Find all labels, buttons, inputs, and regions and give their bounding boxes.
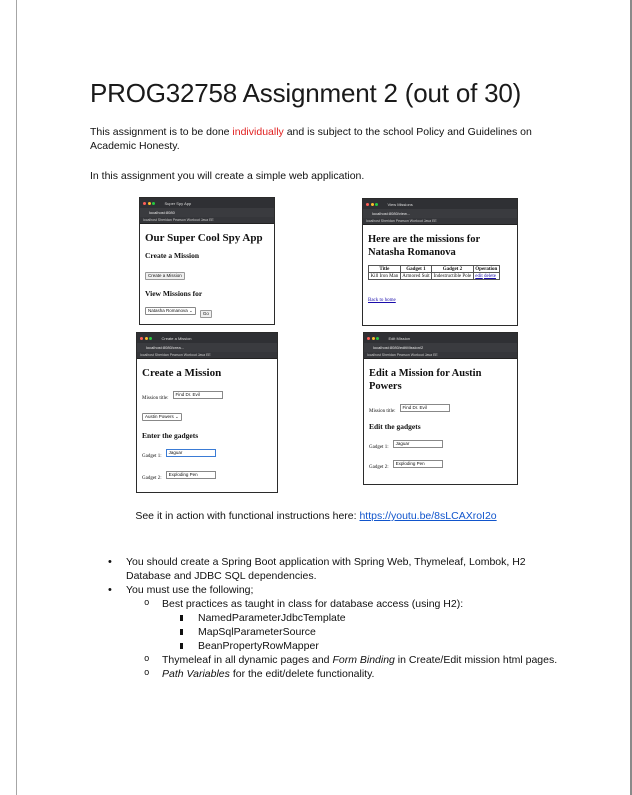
gadget1-label: Gadget 1: xyxy=(369,445,389,450)
bookmarks-text: localhost Sheridan Pearson Workout Java EE xyxy=(367,353,438,357)
browser-tab-label: Edit Mission xyxy=(388,335,411,341)
view-missions-screenshot xyxy=(362,198,518,326)
list-item-text: You must use the following; xyxy=(126,584,254,596)
page-left-edge xyxy=(16,0,17,795)
create-mission-page xyxy=(137,359,277,493)
close-dot-icon xyxy=(140,337,143,340)
cell-gadget2: Indestructible Pole xyxy=(433,273,472,279)
browser-tab-bar xyxy=(140,198,274,208)
simple-app-paragraph: In this assignment you will create a simple web application. xyxy=(90,170,365,182)
gadget2-label: Gadget 2: xyxy=(369,465,389,470)
minimize-dot-icon xyxy=(372,337,375,340)
list-item xyxy=(126,653,568,667)
maximize-dot-icon xyxy=(149,337,152,340)
table-row xyxy=(369,273,500,280)
close-dot-icon xyxy=(366,203,369,206)
view-missions-heading: Here are the missions for Natasha Romanova xyxy=(368,234,480,258)
agent-select-value: Austin Powers xyxy=(145,414,174,420)
edit-mission-heading: Edit a Mission for Austin Powers xyxy=(369,368,482,392)
column-gadget2: Gadget 2 xyxy=(432,266,474,273)
chevron-down-icon: ⌄ xyxy=(175,414,179,420)
cell-gadget1: Armored Suit xyxy=(402,273,430,279)
go-button[interactable]: Go xyxy=(200,310,212,318)
edit-gadgets-heading: Edit the gadgets xyxy=(369,422,421,431)
spy-app-page xyxy=(140,224,274,324)
minimize-dot-icon xyxy=(371,203,374,206)
agent-select-value: Natasha Romanova xyxy=(148,308,188,314)
bookmarks-bar xyxy=(364,352,517,359)
list-item: BeanPropertyRowMapper xyxy=(162,639,568,653)
maximize-dot-icon xyxy=(152,202,155,205)
url-text: localhost:8080/editMission/2 xyxy=(373,345,424,350)
create-mission-button[interactable]: Create a Mission xyxy=(145,272,185,280)
browser-tab-bar xyxy=(137,333,277,343)
browser-url-bar xyxy=(140,208,274,217)
browser-tab-bar xyxy=(364,333,517,343)
gadget2-label: Gadget 2: xyxy=(142,476,162,481)
browser-url-bar xyxy=(364,343,517,352)
gadget2-input[interactable]: Exploding Pen xyxy=(393,460,443,468)
enter-gadgets-heading: Enter the gadgets xyxy=(142,431,199,440)
gadget2-input[interactable]: Exploding Pen xyxy=(166,471,216,479)
maximize-dot-icon xyxy=(375,203,378,206)
bookmarks-text: localhost Sheridan Pearson Workout Java EE xyxy=(366,219,437,223)
edit-mission-screenshot xyxy=(363,332,518,485)
youtube-link[interactable]: https://youtu.be/8sLCAXroI2o xyxy=(359,510,497,522)
column-title: Title xyxy=(369,266,401,273)
mission-title-input[interactable]: Find Dr. Evil xyxy=(400,404,450,412)
view-missions-heading: View Missions for xyxy=(145,289,203,298)
list-item: MapSqlParameterSource xyxy=(162,625,568,639)
text-part: Thymeleaf in all dynamic pages and xyxy=(162,654,333,666)
browser-tab-label: Create a Mission xyxy=(161,335,192,341)
bookmarks-bar xyxy=(363,218,517,225)
emphasis-text: Form Binding xyxy=(332,654,395,666)
url-text: localhost:8080 xyxy=(149,210,175,215)
browser-url-bar xyxy=(363,209,517,218)
list-item xyxy=(126,667,568,681)
mission-title-input[interactable]: Find Dr. Evil xyxy=(173,391,223,399)
chevron-down-icon: ⌄ xyxy=(189,308,193,314)
delete-link[interactable]: delete xyxy=(484,273,496,279)
intro-text-before: This assignment is to be done xyxy=(90,126,233,138)
intro-paragraph xyxy=(90,125,560,153)
gadget1-label: Gadget 1: xyxy=(142,454,162,459)
intro-text-after: and is subject to the school Policy and Guidelines on Academic Honesty. xyxy=(90,126,532,152)
bookmarks-text: localhost Sheridan Pearson Workout Java EE xyxy=(143,218,214,222)
browser-tab-bar xyxy=(363,199,517,209)
cell-title: Kill Iron Man xyxy=(370,273,399,279)
browser-tab-label: Super Spy App xyxy=(164,200,192,206)
create-mission-heading: Create a Mission xyxy=(145,251,200,260)
view-missions-page xyxy=(363,225,517,310)
gadget1-input[interactable]: Jaguar xyxy=(393,440,443,448)
list-item-text: Best practices as taught in class for database access (using H2): xyxy=(162,598,464,610)
table-header-row xyxy=(369,266,500,273)
text-part: in Create/Edit mission html pages. xyxy=(394,654,558,666)
bookmarks-bar xyxy=(140,217,274,224)
close-dot-icon xyxy=(367,337,370,340)
sub-sub-list xyxy=(162,611,568,653)
update-mission-button[interactable] xyxy=(369,485,407,486)
mission-title-label: Mission title: xyxy=(369,409,396,414)
browser-tab-label: View Missions xyxy=(387,201,413,207)
minimize-dot-icon xyxy=(145,337,148,340)
bookmarks-bar xyxy=(137,352,277,359)
agent-select[interactable] xyxy=(145,307,196,315)
missions-table xyxy=(368,265,500,280)
list-item xyxy=(108,583,568,681)
maximize-dot-icon xyxy=(376,337,379,340)
list-item: • You should create a Spring Boot application with Spring Web, Thymeleaf, Lombok, H2 Database and JDBC SQL dependencies. xyxy=(108,555,568,583)
back-to-home-link[interactable]: Back to home xyxy=(368,298,396,303)
sub-list xyxy=(126,597,568,681)
edit-mission-page xyxy=(364,359,517,485)
requirements-list xyxy=(108,555,568,681)
mission-title-label: Mission title: xyxy=(142,396,169,401)
gadget1-input[interactable]: Jaguar xyxy=(166,449,216,457)
see-it-text: See it in action with functional instructions here: xyxy=(135,510,360,522)
column-gadget1: Gadget 1 xyxy=(400,266,431,273)
agent-select[interactable] xyxy=(142,413,182,421)
minimize-dot-icon xyxy=(148,202,151,205)
see-it-in-action-line xyxy=(0,510,632,522)
close-dot-icon xyxy=(143,202,146,205)
document-title: PROG32758 Assignment 2 (out of 30) xyxy=(90,78,522,108)
edit-link[interactable]: edit xyxy=(475,273,483,279)
url-text: localhost:8080/crea... xyxy=(146,345,185,350)
cell-operation xyxy=(473,273,499,280)
create-mission-screenshot xyxy=(136,332,278,493)
intro-highlight: individually xyxy=(232,126,284,138)
emphasis-text: Path Variables xyxy=(162,668,230,680)
spy-app-heading: Our Super Cool Spy App xyxy=(145,232,263,244)
browser-url-bar xyxy=(137,343,277,352)
text-part: for the edit/delete functionality. xyxy=(229,668,375,680)
list-item xyxy=(126,597,568,653)
spy-app-screenshot xyxy=(139,197,275,325)
url-text: localhost:8080/view... xyxy=(372,211,411,216)
column-operation: Operation xyxy=(475,266,498,272)
bookmarks-text: localhost Sheridan Pearson Workout Java EE xyxy=(140,353,211,357)
list-item: NamedParameterJdbcTemplate xyxy=(162,611,568,625)
create-mission-heading: Create a Mission xyxy=(142,367,222,379)
